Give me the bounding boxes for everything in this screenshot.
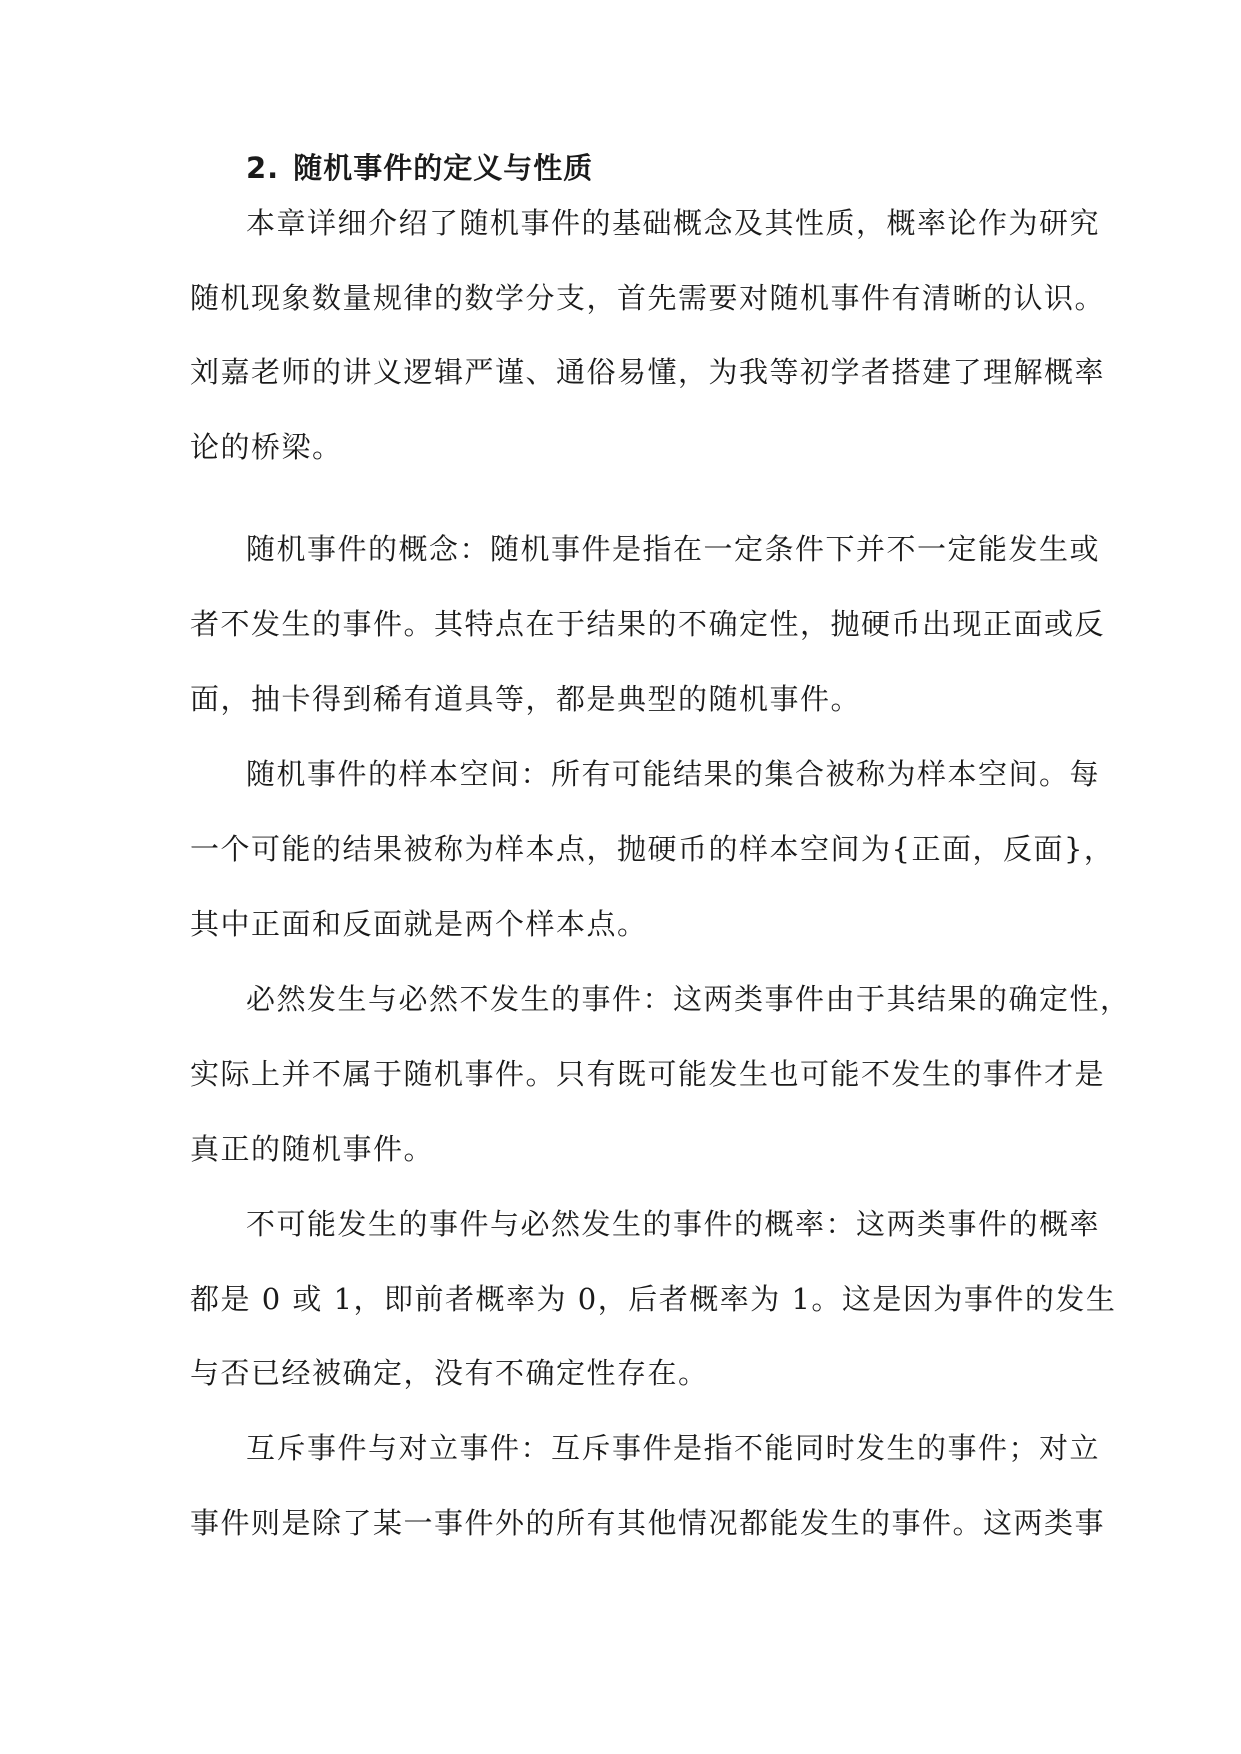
section-title: 随机事件的定义与性质	[293, 151, 594, 185]
paragraph-line: 随机事件的概念：随机事件是指在一定条件下并不一定能发生或	[246, 532, 1101, 566]
paragraph-line: 论的桥梁。	[190, 430, 343, 464]
paragraph-line: 面，抽卡得到稀有道具等，都是典型的随机事件。	[190, 682, 862, 716]
paragraph-line: 刘嘉老师的讲义逻辑严谨、通俗易懂，为我等初学者搭建了理解概率	[190, 355, 1106, 389]
paragraph-line: 与否已经被确定，没有不确定性存在。	[190, 1356, 709, 1390]
paragraph-line: 都是 0 或 1，即前者概率为 0，后者概率为 1。这是因为事件的发生	[190, 1282, 1117, 1316]
section-number: 2.	[246, 151, 280, 185]
paragraph-line: 真正的随机事件。	[190, 1132, 435, 1166]
paragraph-line: 必然发生与必然不发生的事件：这两类事件由于其结果的确定性，	[246, 982, 1131, 1016]
paragraph-line: 事件则是除了某一事件外的所有其他情况都能发生的事件。这两类事	[190, 1506, 1106, 1540]
paragraph-line: 不可能发生的事件与必然发生的事件的概率：这两类事件的概率	[246, 1207, 1101, 1241]
paragraph-line: 者不发生的事件。其特点在于结果的不确定性，抛硬币出现正面或反	[190, 607, 1106, 641]
paragraph-line: 其中正面和反面就是两个样本点。	[190, 907, 648, 941]
paragraph-line: 一个可能的结果被称为样本点，抛硬币的样本空间为{正面，反面}，	[190, 832, 1115, 866]
section-heading	[246, 148, 593, 188]
paragraph-line: 实际上并不属于随机事件。只有既可能发生也可能不发生的事件才是	[190, 1057, 1106, 1091]
paragraph-line: 随机事件的样本空间：所有可能结果的集合被称为样本空间。每	[246, 757, 1101, 791]
paragraph-line: 本章详细介绍了随机事件的基础概念及其性质，概率论作为研究	[246, 206, 1101, 240]
paragraph-line: 随机现象数量规律的数学分支，首先需要对随机事件有清晰的认识。	[190, 281, 1106, 315]
paragraph-line: 互斥事件与对立事件：互斥事件是指不能同时发生的事件；对立	[246, 1431, 1101, 1465]
